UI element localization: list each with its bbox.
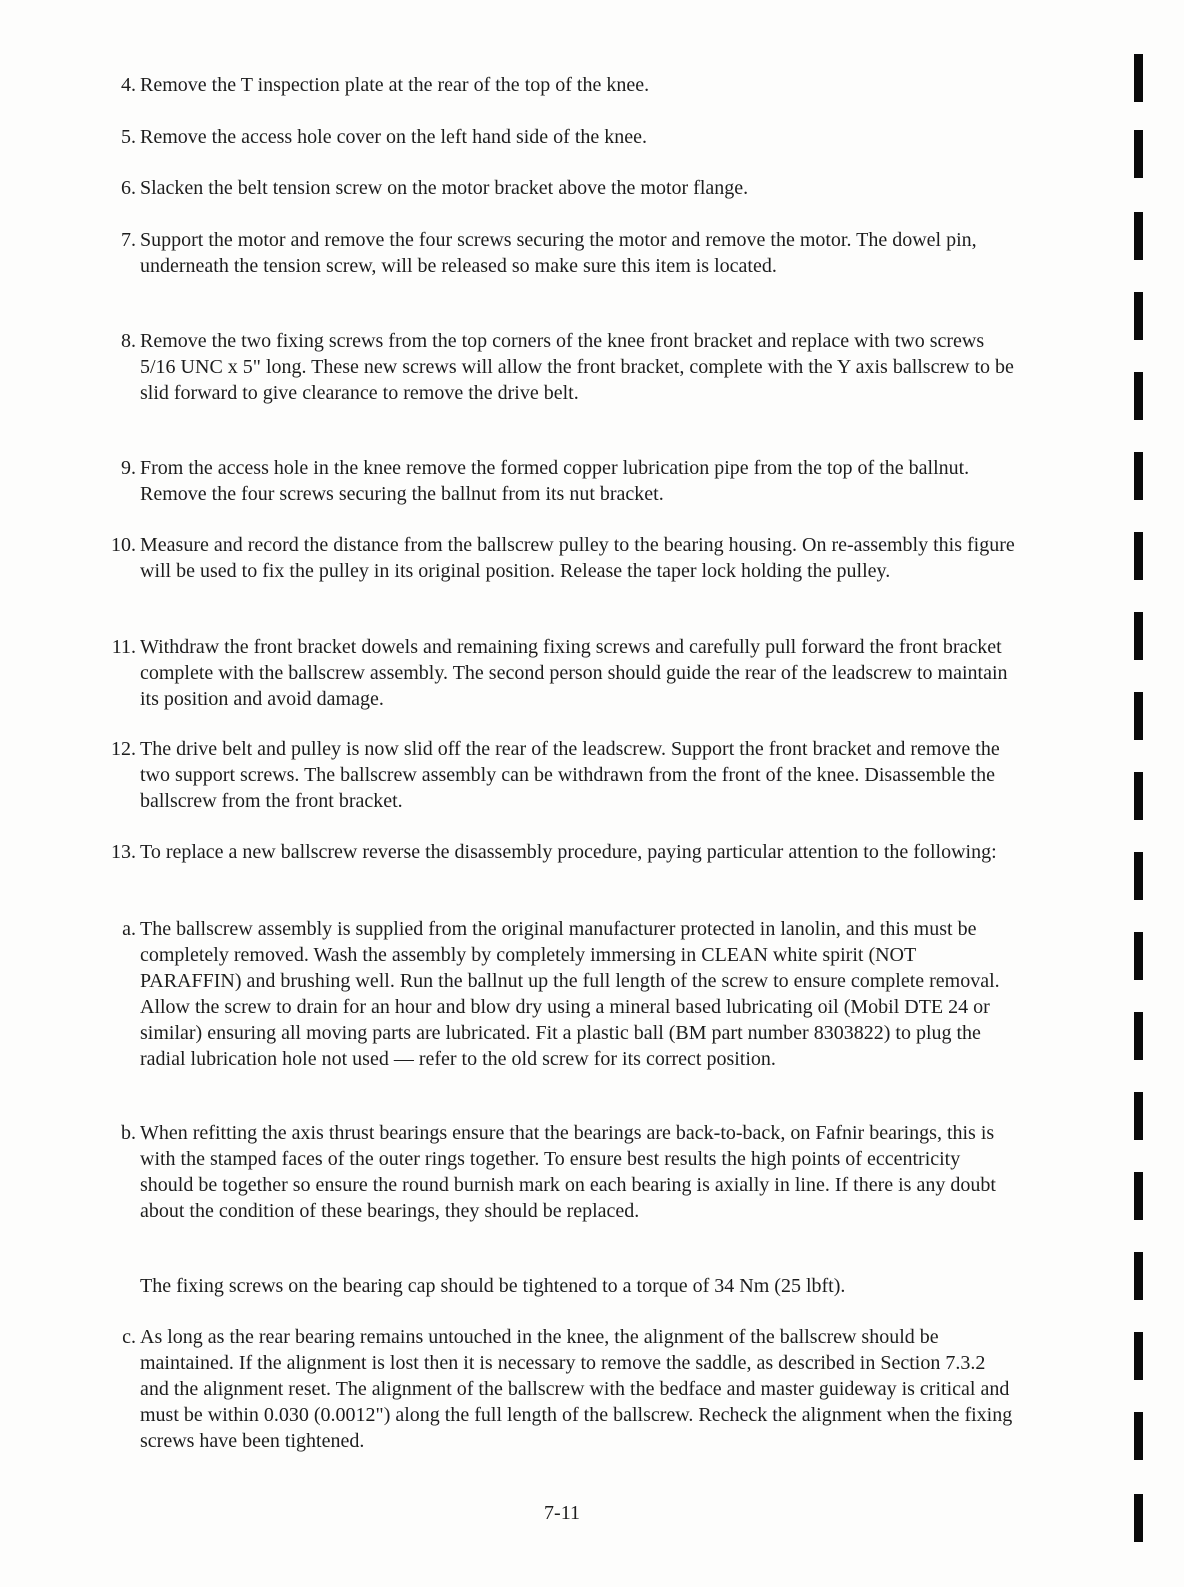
revision-bar (1134, 452, 1143, 500)
revision-bar (1134, 692, 1143, 740)
step-text: The drive belt and pulley is now slid off the rear of the leadscrew. Support the front bracket and remove the two support screws. The ballscrew assembly can be withdrawn from the front of the knee. Disassemble the ballscrew from the front bracket. (140, 738, 1000, 812)
revision-bar (1134, 772, 1143, 820)
revision-bar (1134, 532, 1143, 580)
revision-bar (1134, 852, 1143, 900)
revision-bar (1134, 130, 1143, 178)
revision-bar (1134, 1412, 1143, 1460)
step-text: The ballscrew assembly is supplied from the original manufacturer protected in lanolin, and this must be completely removed. Wash the assembly by completely immersing in CLEAN white spirit (NOT PARAFFIN) and brushing well. Run the ballnut up the full length of the screw to ensure complete removal. Allow the screw to drain for an hour and blow dry using a mineral based lubricating oil (Mobil DTE 24 or similar) ensuring all moving parts are lubricated. Fit a plastic ball (BM part number 8303822) to plug the radial lubrication hole not used — refer to the old screw for its correct position. (140, 918, 1000, 1070)
revision-bar (1134, 372, 1143, 420)
step-number: 5. (121, 126, 136, 148)
step-text: As long as the rear bearing remains untouched in the knee, the alignment of the ballscrew should be maintained. If the alignment is lost then it is necessary to remove the saddle, as described in Section 7.3.2 and the alignment reset. The alignment of the ballscrew with the bedface and master guideway is critical and must be within 0.030 (0.0012") along the full length of the ballscrew. Recheck the alignment when the fixing screws have been tightened. (140, 1326, 1013, 1452)
step-text: Remove the T inspection plate at the rear of the top of the knee. (140, 74, 650, 96)
step-text: Remove the access hole cover on the left hand side of the knee. (140, 126, 648, 148)
step-text: Measure and record the distance from the ballscrew pulley to the bearing housing. On re-assembly this figure will be used to fix the pulley in its original position. Release the taper lock holding the pulley. (140, 534, 1015, 582)
step-number: 8. (121, 330, 136, 352)
step-number: 9. (121, 457, 136, 479)
torque-note: The fixing screws on the bearing cap should be tightened to a torque of 34 Nm (25 lbft). (140, 1275, 846, 1297)
revision-bar (1134, 932, 1143, 980)
step-number: 6. (121, 177, 136, 199)
step-text: Support the motor and remove the four screws securing the motor and remove the motor. The dowel pin, underneath the tension screw, will be released so make sure this item is located. (140, 229, 977, 277)
step-number: a. (122, 918, 136, 940)
step-number: 12. (111, 738, 136, 760)
revision-bar (1134, 1172, 1143, 1220)
revision-bar (1134, 1494, 1143, 1542)
page-number: 7-11 (544, 1502, 580, 1524)
step-text: Remove the two fixing screws from the top corners of the knee front bracket and replace with two screws 5/16 UNC x 5" long. These new screws will allow the front bracket, complete with the Y axis ballscrew to be slid forward to give clearance to remove the drive belt. (140, 330, 1014, 404)
revision-bar (1134, 1092, 1143, 1140)
step-number: 10. (111, 534, 136, 556)
step-number: c. (122, 1326, 136, 1348)
step-text: Slacken the belt tension screw on the motor bracket above the motor flange. (140, 177, 749, 199)
step-number: 13. (111, 841, 136, 863)
revision-bar (1134, 612, 1143, 660)
step-number: b. (121, 1122, 136, 1144)
step-text: To replace a new ballscrew reverse the disassembly procedure, paying particular attention to the following: (140, 841, 997, 863)
step-number: 4. (121, 74, 136, 96)
step-text: From the access hole in the knee remove the formed copper lubrication pipe from the top of the ballnut. Remove the four screws securing the ballnut from its nut bracket. (140, 457, 970, 505)
revision-bar (1134, 212, 1143, 260)
revision-bar (1134, 1332, 1143, 1380)
step-text: Withdraw the front bracket dowels and remaining fixing screws and carefully pull forward the front bracket complete with the ballscrew assembly. The second person should guide the rear of the leadscrew to maintain its position and avoid damage. (140, 636, 1008, 710)
step-number: 11. (111, 636, 136, 658)
revision-bar (1134, 1252, 1143, 1300)
step-text: When refitting the axis thrust bearings ensure that the bearings are back-to-back, on Fafnir bearings, this is with the stamped faces of the outer rings together. To ensure best results the high points of eccentricity should be together so ensure the round burnish mark on each bearing is axially in line. If there is any doubt about the condition of these bearings, they should be replaced. (140, 1122, 996, 1222)
revision-bar (1134, 292, 1143, 340)
revision-bar (1134, 54, 1143, 102)
step-number: 7. (121, 229, 136, 251)
revision-bar (1134, 1012, 1143, 1060)
